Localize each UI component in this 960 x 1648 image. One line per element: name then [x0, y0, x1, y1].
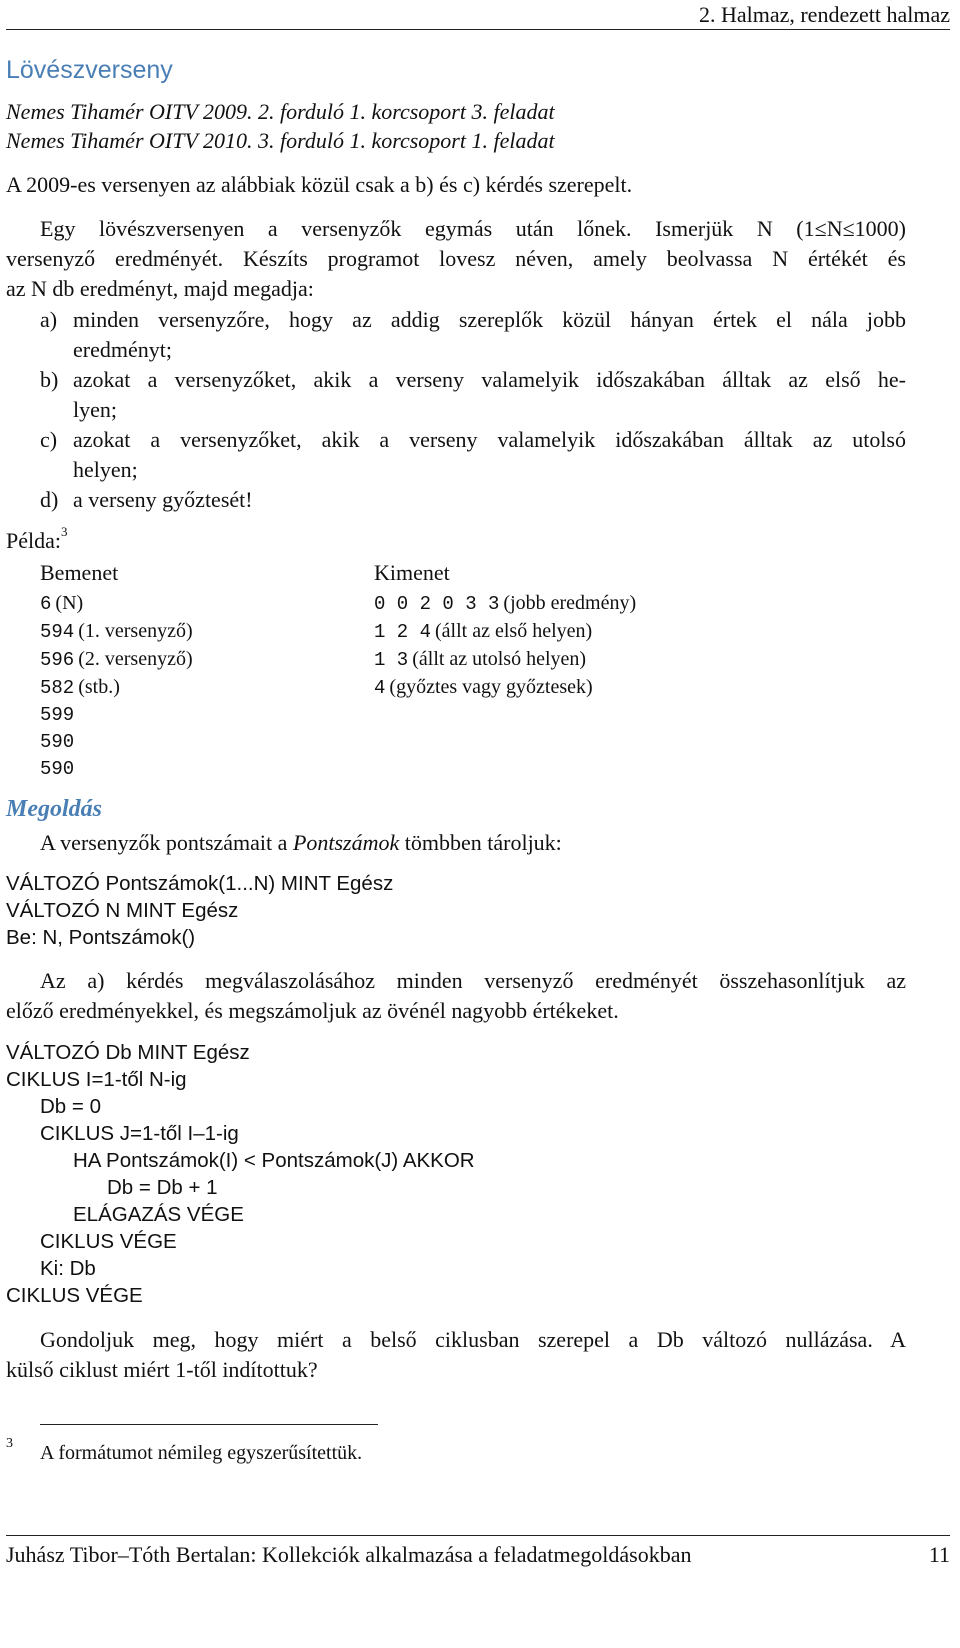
solution-heading: Megoldás — [6, 796, 102, 822]
problem-line-2: versenyző eredményét. Készíts programot lovesz néven, amely beolvassa N értékét és — [6, 246, 906, 271]
input-row: 590 — [40, 758, 75, 780]
task-label-a: a) — [40, 307, 58, 332]
footer-text: Juhász Tibor–Tóth Bertalan: Kollekciók alkalmazása a feladatmegoldásokban — [6, 1542, 692, 1567]
footer-rule — [6, 1535, 950, 1536]
code-line: Db = 0 — [40, 1095, 101, 1118]
input-row: 599 — [40, 704, 75, 726]
input-row: 594 (1. versenyző) — [40, 620, 193, 643]
task-a-line-1: minden versenyzőre, hogy az addig szereplők közül hányan értek el nála jobb — [73, 307, 906, 332]
code-line: CIKLUS I=1-től N-ig — [6, 1068, 187, 1091]
task-b-line-2: lyen; — [73, 397, 117, 422]
input-header: Bemenet — [40, 560, 119, 585]
code-line: HA Pontszámok(I) < Pontszámok(J) AKKOR — [73, 1149, 475, 1172]
page-number: 11 — [928, 1542, 950, 1567]
input-row: 596 (2. versenyző) — [40, 648, 193, 671]
running-header: 2. Halmaz, rendezett halmaz — [698, 2, 950, 27]
source-line-2: Nemes Tihamér OITV 2010. 3. forduló 1. korcsoport 1. feladat — [6, 128, 555, 153]
example-label: Példa:$^3$ — [6, 524, 68, 553]
task-a-line-2: eredményt; — [73, 337, 172, 362]
question-line-2: külső ciklust miért 1-től indítottuk? — [6, 1357, 318, 1382]
code-line: CIKLUS VÉGE — [40, 1230, 177, 1253]
task-c-line-2: helyen; — [73, 457, 138, 482]
para-a-line-1: Az a) kérdés megválaszolásához minden versenyző eredményét összehasonlítjuk az — [40, 968, 906, 993]
code-line: CIKLUS VÉGE — [6, 1284, 143, 1307]
task-d-line-1: a verseny győztesét! — [73, 487, 253, 512]
footnote-ref: 3 — [61, 524, 68, 539]
source-line-1: Nemes Tihamér OITV 2009. 2. forduló 1. korcsoport 3. feladat — [6, 99, 555, 124]
footnote-number: 3 — [6, 1436, 13, 1451]
output-row: 1 3 (állt az utolsó helyen) — [374, 648, 587, 671]
code-line: Db = Db + 1 — [107, 1176, 218, 1199]
input-row: 6 (N) — [40, 592, 84, 615]
task-label-b: b) — [40, 367, 59, 392]
code-line: VÁLTOZÓ Pontszámok(1...N) MINT Egész — [6, 872, 394, 895]
output-header: Kimenet — [374, 560, 450, 585]
footnote-rule — [40, 1424, 378, 1425]
code-line: CIKLUS J=1-től I–1-ig — [40, 1122, 239, 1145]
para-a-line-2: előző eredményekkel, és megszámoljuk az övénél nagyobb értékeket. — [6, 998, 619, 1023]
code-line: Ki: Db — [40, 1257, 96, 1280]
input-row: 582 (stb.) — [40, 676, 120, 699]
solution-intro: A versenyzők pontszámait a Pontszámok tömbben tároljuk: — [40, 830, 562, 855]
note-2009: A 2009-es versenyen az alábbiak közül csak a b) és c) kérdés szerepelt. — [6, 172, 633, 197]
output-row: 0 0 2 0 3 3 (jobb eredmény) — [374, 592, 637, 615]
output-row: 1 2 4 (állt az első helyen) — [374, 620, 593, 643]
page-title: Lövészverseny — [6, 56, 173, 84]
problem-line-3: az N db eredményt, majd megadja: — [6, 276, 314, 301]
problem-line-1: Egy lövészversenyen a versenyzők egymás után lőnek. Ismerjük N (1≤N≤1000) — [40, 216, 906, 241]
task-b-line-1: azokat a versenyzőket, akik a verseny valamelyik időszakában álltak az első he- — [73, 367, 906, 392]
question-line-1: Gondoljuk meg, hogy miért a belső ciklusban szerepel a Db változó nullázása. A — [40, 1327, 906, 1352]
code-line: Be: N, Pontszámok() — [6, 926, 196, 949]
code-line: VÁLTOZÓ Db MINT Egész — [6, 1041, 250, 1064]
task-label-c: c) — [40, 427, 58, 452]
task-label-d: d) — [40, 487, 59, 512]
footnote-text: A formátumot némileg egyszerűsítettük. — [40, 1442, 363, 1464]
code-line: ELÁGAZÁS VÉGE — [73, 1203, 244, 1226]
header-rule — [6, 29, 950, 30]
code-line: VÁLTOZÓ N MINT Egész — [6, 899, 239, 922]
output-row: 4 (győztes vagy győztesek) — [374, 676, 593, 699]
task-c-line-1: azokat a versenyzőket, akik a verseny valamelyik időszakában álltak az utolsó — [73, 427, 906, 452]
input-row: 590 — [40, 731, 75, 753]
